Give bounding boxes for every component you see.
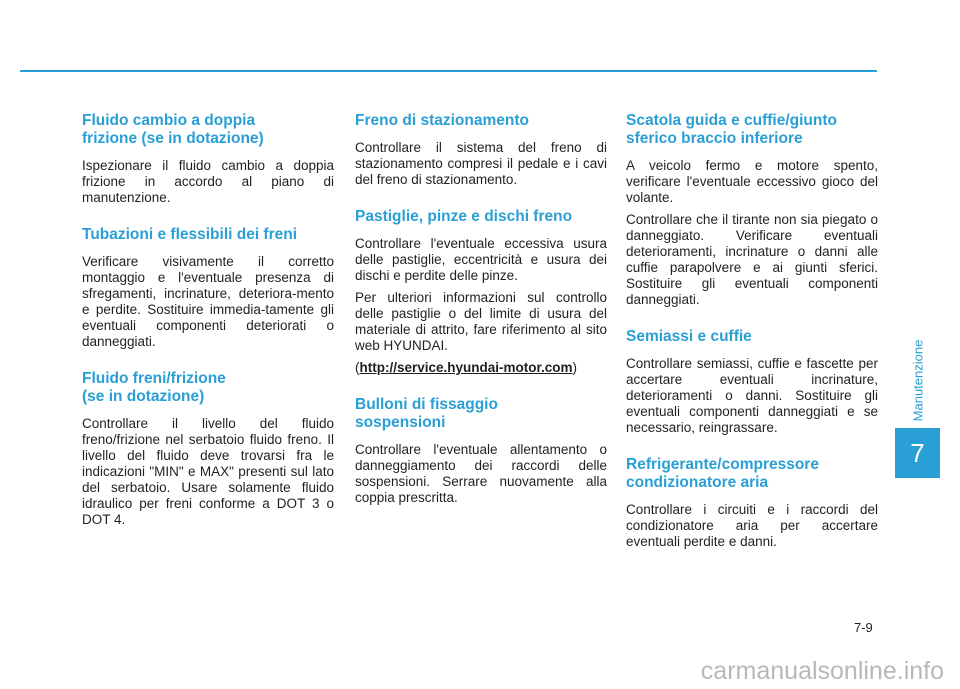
- section-fluido-cambio: [82, 112, 334, 206]
- section-scatola-guida: [626, 112, 878, 308]
- link-line: (http://service.hyundai-motor.com): [355, 360, 578, 375]
- section-bulloni: [355, 396, 607, 506]
- section-fluido-freni: [82, 370, 334, 528]
- section-title: Tubazioni e flessibili dei freni: [82, 226, 298, 243]
- section-text: Controllare il livello del fluido freno/frizione nel serbatoio fluido freno. Il livello del fluido deve trovarsi fra le indicazioni "MIN" e MAX" presenti sul lato del serbatoio. Usare solamente fluido idraulico per freni conforme a DOT 3 o DOT 4.: [82, 416, 334, 527]
- section-text: Controllare semiassi, cuffie e fascette per accertare eventuali incrinature, deterioramenti o danni. Sostituire gli eventuali componenti danneggiati e se necessario, reingrassare.: [626, 356, 878, 435]
- chapter-number-tab: 7: [895, 428, 940, 478]
- section-text: Controllare il sistema del freno di stazionamento compresi il pedale e i cavi del freno di stazionamento.: [355, 140, 607, 187]
- section-text: Controllare che il tirante non sia piegato o danneggiato. Verificare eventuali deterioramenti, incrinature o danni alle cuffie parapolvere e ai giunti sferici. Sostituire gli eventuali componenti danneggiati.: [626, 212, 878, 307]
- section-text: Controllare l'eventuale eccessiva usura delle pastiglie, eccentricità e usura dei dischi e perdite delle pinze.: [355, 236, 607, 283]
- hyundai-service-link[interactable]: http://service.hyundai-motor.com: [359, 360, 573, 375]
- section-text: Per ulteriori informazioni sul controllo delle pastiglie o del limite di usura del materiale di attrito, fare riferimento al sito web HYUNDAI.: [355, 290, 607, 353]
- column-2: [355, 112, 607, 526]
- top-rule: [20, 70, 877, 72]
- section-text: Verificare visivamente il corretto montaggio e l'eventuale presenza di sfregamenti, incrinature, deteriora-mento e perdite. Sostituire immedia-tamente gli eventuali componenti deteriorati o danneggiati.: [82, 254, 334, 349]
- section-semiassi: [626, 328, 878, 436]
- watermark: carmanualsonline.info: [700, 657, 944, 685]
- column-1: [82, 112, 334, 548]
- section-title: Freno di stazionamento: [355, 112, 529, 129]
- section-refrigerante: [626, 456, 878, 550]
- chapter-side-label: Manutenzione: [910, 339, 926, 421]
- section-title: Bulloni di fissaggio sospensioni: [355, 396, 498, 431]
- section-title: Scatola guida e cuffie/giunto sferico braccio inferiore: [626, 112, 837, 147]
- section-text: A veicolo fermo e motore spento, verificare l'eventuale eccessivo gioco del volante.: [626, 158, 878, 205]
- section-title: Pastiglie, pinze e dischi freno: [355, 208, 573, 225]
- section-pastiglie: [355, 208, 607, 376]
- section-tubazioni: [82, 226, 334, 350]
- section-title: Fluido cambio a doppia frizione (se in dotazione): [82, 112, 264, 147]
- column-3: [626, 112, 878, 570]
- section-title: Semiassi e cuffie: [626, 328, 752, 345]
- section-text: Ispezionare il fluido cambio a doppia frizione in accordo al piano di manutenzione.: [82, 158, 334, 205]
- section-title: Refrigerante/compressore condizionatore aria: [626, 456, 819, 491]
- section-text: Controllare i circuiti e i raccordi del condizionatore aria per accertare eventuali perdite e danni.: [626, 502, 878, 549]
- section-freno-stazionamento: [355, 112, 607, 188]
- section-title: Fluido freni/frizione (se in dotazione): [82, 370, 226, 405]
- page-number: 7-9: [854, 620, 873, 635]
- section-text: Controllare l'eventuale allentamento o danneggiamento dei raccordi delle sospensioni. Serrare nuovamente alla coppia prescritta.: [355, 442, 607, 505]
